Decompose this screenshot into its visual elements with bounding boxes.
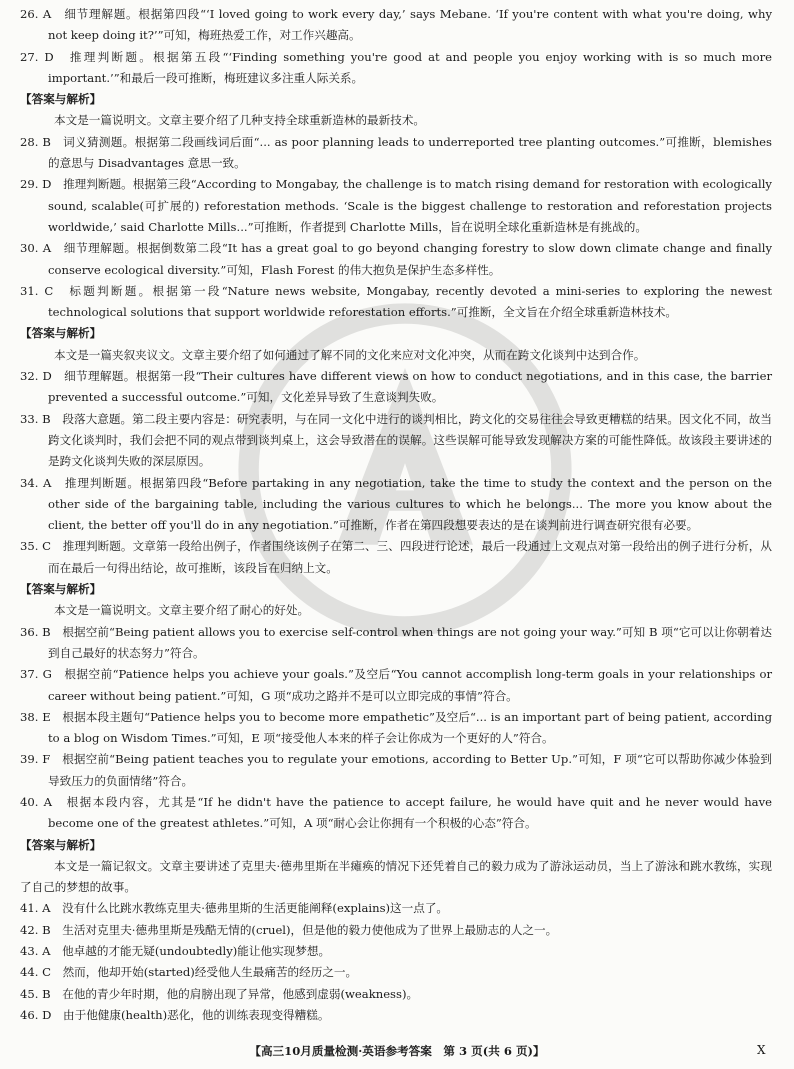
answer-item: 26. A 细节理解题。根据第四段“‘I loved going to work every day,’ says Mebane. ‘If you're content with what you're doing, why not keep doing it?’”可知，梅班热爱工作，对工作兴趣高。 <box>20 7 772 43</box>
answer-item: 34. A 推理判断题。根据第四段“Before partaking in any negotiation, take the time to study the context and the person on the other side of the bargaining table, including the various cultures to which he belongs... The more you know about the client, the better off you'll do in any negotiation.”可推断，作者在第四段想要表达的是在谈判前进行调查研究很有必要。 <box>20 475 772 533</box>
answer-item: 41. A 没有什么比跳水教练克里夫·德弗里斯的生活更能阐释(explains)这一点了。 <box>20 901 449 916</box>
answer-item: 45. B 在他的青少年时期，他的肩膀出现了异常，他感到虚弱(weakness)。 <box>20 986 419 1001</box>
answer-item: 27. D 推理判断题。根据第五段“‘Finding something you're good at and people you enjoy working with is so much more important.’”和最后一段可推断，梅班建议多注重人际关系。 <box>20 49 772 85</box>
answer-item: 30. A 细节理解题。根据倒数第二段“It has a great goal to go beyond changing forestry to slow down climate change and finally conserve ecological diversity.”可知，Flash Forest 的伟大抱负是保护生态多样性。 <box>20 241 772 277</box>
answer-item: 36. B 根据空前“Being patient allows you to exercise self-control when things are not going your way.”可知 B 项“它可以让你朝着达到自己最好的状态努力”符合。 <box>20 624 772 660</box>
answer-item: 33. B 段落大意题。第二段主要内容是：研究表明，与在同一文化中进行的谈判相比，跨文化的交易往往会导致更糟糕的结果。因文化不同，故当跨文化谈判时，我们会把不同的观点带到谈判桌上，这会导致潜在的误解。这些误解可能导致发现解决方案的可能性降低。故该段主要讲述的是跨文化谈判失败的深层原因。 <box>20 411 772 469</box>
answer-item: 44. C 然而，他却开始(started)经受他人生最痛苦的经历之一。 <box>20 965 358 980</box>
answer-item: 38. E 根据本段主题句“Patience helps you to become more empathetic”及空后“... is an important part of being patient, according to a blog on Wisdom Times.”可知，E 项“接受他人本来的样子会让你成为一个更好的人”符合。 <box>20 709 772 746</box>
section-heading: 【答案与解析】 <box>20 326 102 341</box>
answer-item: 39. F 根据空前“Being patient teaches you to regulate your emotions, according to Better Up.”可知，F 项“它可以帮助你减少体验到导致压力的负面情绪”符合。 <box>20 752 772 788</box>
answer-item: 42. B 生活对克里夫·德弗里斯是残酷无情的(cruel)，但是他的毅力使他成为了世界上最励志的人之一。 <box>20 922 558 937</box>
section-summary: 本文是一篇夹叙夹议文。文章主要介绍了如何通过了解不同的文化来应对文化冲突，从而在跨文化谈判中达到合作。 <box>54 347 646 362</box>
answer-item: 40. A 根据本段内容，尤其是“If he didn't have the patience to accept failure, he would have quit and he never would have become one of the greatest athletes.”可知，A 项“耐心会让你拥有一个积极的心态”符合。 <box>20 794 772 831</box>
section-summary: 本文是一篇说明文。文章主要介绍了几种支持全球重新造林的最新技术。 <box>54 113 426 128</box>
footer-mark: X <box>757 1043 766 1057</box>
section-summary: 本文是一篇说明文。文章主要介绍了耐心的好处。 <box>54 603 310 618</box>
answer-item: 28. B 词义猜测题。根据第二段画线词后面“... as poor planning leads to underreported tree planting outcomes.”可推断，blemishes 的意思与 Disadvantages 意思一致。 <box>20 134 772 171</box>
section-summary: 本文是一篇记叙文。文章主要讲述了克里夫·德弗里斯在半瘫痪的情况下还凭着自己的毅力成为了游泳运动员，当上了游泳和跳水教练，实现了自己的梦想的故事。 <box>20 858 772 895</box>
answer-item: 32. D 细节理解题。根据第一段“Their cultures have different views on how to conduct negotiations, and in this case, the barrier prevented a successful outcome.”可知，文化差异导致了生意谈判失败。 <box>20 369 772 405</box>
answer-item: 29. D 推理判断题。根据第三段“According to Mongabay, the challenge is to match rising demand for restoration with ecologically sound, scalable(可扩展的) reforestation methods. ‘Scale is the biggest challenge to restoration and reforestation projects worldwide,’ said Charlotte Mills...”可推断，作者提到 Charlotte Mills，旨在说明全球化重新造林是有挑战的。 <box>20 177 772 234</box>
answer-item: 37. G 根据空前“Patience helps you achieve your goals.”及空后“You cannot accomplish long-term goals in your relationships or career without being patient.”可知，G 项“成功之路并不是可以立即完成的事情”符合。 <box>20 667 772 703</box>
answer-item: 43. A 他卓越的才能无疑(undoubtedly)能让他实现梦想。 <box>20 944 331 959</box>
answer-item: 35. C 推理判断题。文章第一段给出例子，作者围绕该例子在第二、三、四段进行论述，最后一段通过上文观点对第一段给出的例子进行分析，从而在最后一句得出结论，故可推断，该段旨在归纳上文。 <box>20 539 772 575</box>
answer-content <box>20 4 772 1026</box>
section-heading: 【答案与解析】 <box>20 582 102 597</box>
section-heading: 【答案与解析】 <box>20 837 102 852</box>
page-footer: 【高三10月质量检测·英语参考答案 第 3 页(共 6 页)】 <box>249 1044 545 1058</box>
answer-item: 31. C 标题判断题。根据第一段“Nature news website, Mongabay, recently devoted a mini-series to exploring the newest technological solutions that support worldwide reforestation efforts.”可推断，全文旨在介绍全球重新造林技术。 <box>20 283 772 320</box>
section-heading: 【答案与解析】 <box>20 92 102 107</box>
answer-item: 46. D 由于他健康(health)恶化，他的训练表现变得糟糕。 <box>20 1007 330 1022</box>
